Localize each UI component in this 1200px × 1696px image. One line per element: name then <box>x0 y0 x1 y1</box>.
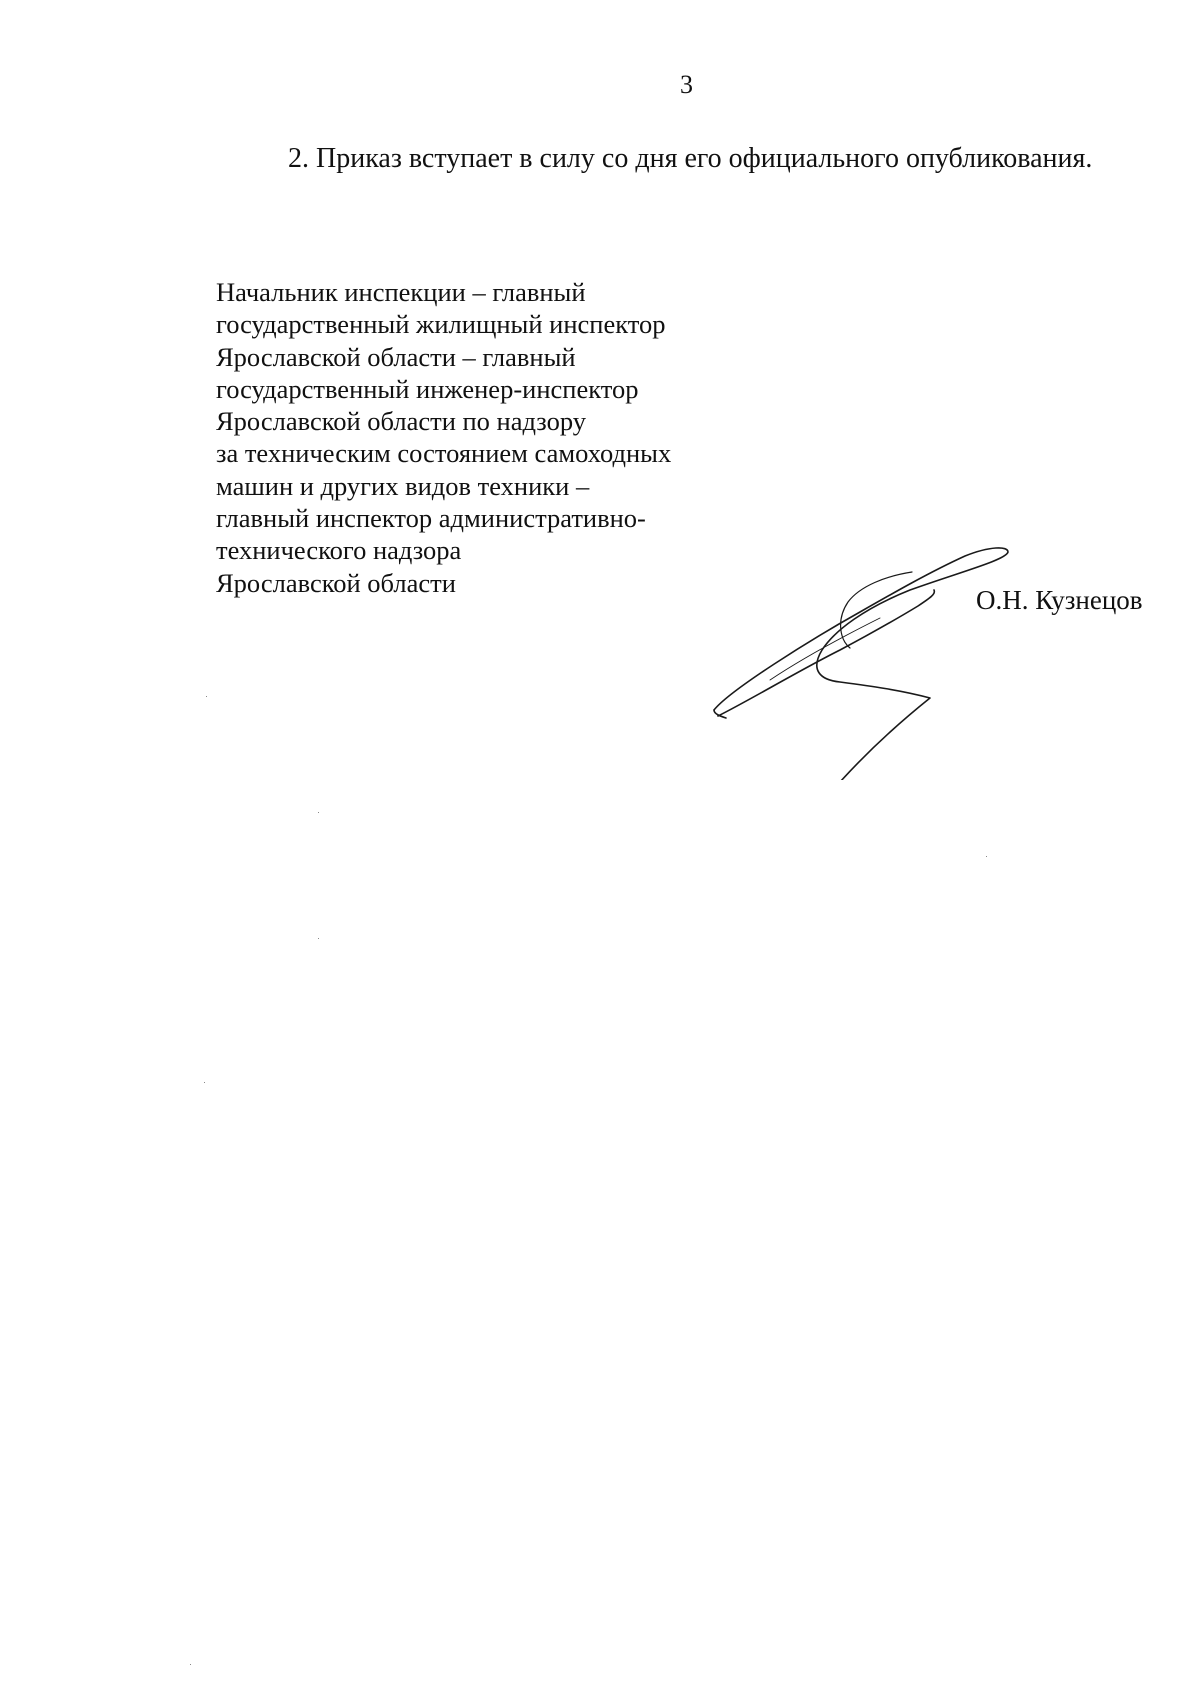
signer-name: О.Н. Кузнецов <box>976 585 1143 615</box>
signatory-title-line: главный инспектор административно- <box>216 503 646 534</box>
scan-speck <box>986 856 987 857</box>
page-number: 3 <box>680 70 693 99</box>
handwritten-signature-icon <box>690 520 1030 780</box>
order-clause-paragraph: 2. Приказ вступает в силу со дня его официального опубликования. <box>288 143 1093 174</box>
signatory-title-line: государственный жилищный инспектор <box>216 309 666 340</box>
signatory-title-line: машин и других видов техники – <box>216 470 590 501</box>
signatory-title-line: технического надзора <box>216 535 462 566</box>
signatory-title-line: Ярославской области по надзору <box>216 406 587 437</box>
scan-speck <box>318 812 319 813</box>
signatory-title-line: Ярославской области – главный <box>216 341 576 372</box>
scan-speck <box>206 696 207 697</box>
scan-speck <box>204 1082 205 1083</box>
signatory-title-line: Ярославской области <box>216 567 456 598</box>
scan-speck <box>318 938 319 939</box>
signatory-title-line: за техническим состоянием самоходных <box>216 438 672 469</box>
scan-speck <box>190 1664 191 1665</box>
signatory-title-block <box>216 276 671 599</box>
signatory-title-line: Начальник инспекции – главный <box>216 277 586 307</box>
signatory-title-line: государственный инженер-инспектор <box>216 373 639 404</box>
